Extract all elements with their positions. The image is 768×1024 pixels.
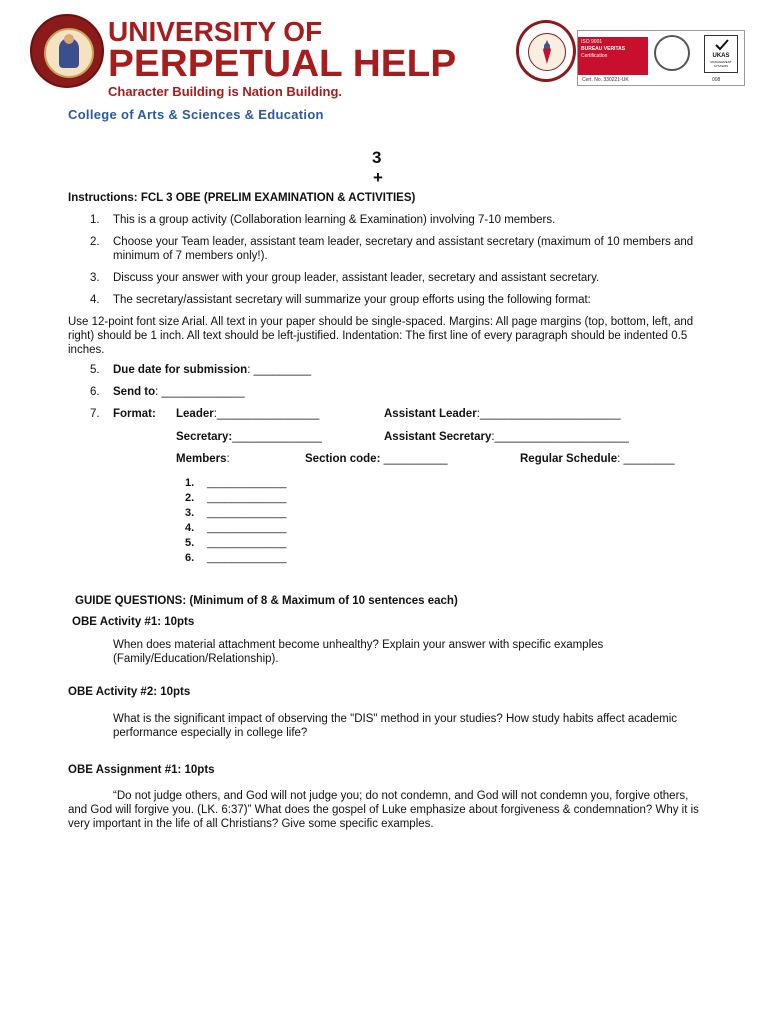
- section-code-label: Section code:: [305, 453, 381, 465]
- leader-field: [176, 408, 319, 420]
- exam-number: 3: [372, 148, 382, 167]
- ukas-code: 008: [712, 77, 721, 83]
- guide-questions-heading: GUIDE QUESTIONS: (Minimum of 8 & Maximum of 10 sentences each): [75, 595, 458, 607]
- format-label: Format:: [113, 408, 156, 420]
- leader-label: Leader: [176, 408, 214, 420]
- item-number: 5.: [90, 364, 100, 376]
- leader-blank[interactable]: :________________: [213, 408, 320, 420]
- ukas-label: UKAS: [712, 53, 730, 59]
- secretary-field: [176, 431, 322, 443]
- instructions-heading: Instructions: FCL 3 OBE (PRELIM EXAMINATION & ACTIVITIES): [68, 192, 416, 204]
- department-seal-logo: [516, 20, 576, 82]
- send-to-label: Send to: _____________: [113, 386, 245, 398]
- university-name-line1: UNIVERSITY OF: [108, 16, 323, 47]
- due-date-row: [90, 364, 312, 376]
- item-number: 1.: [90, 214, 100, 226]
- cert-iso: ISO 9001: [581, 39, 603, 45]
- member-blank[interactable]: _____________: [207, 507, 287, 519]
- item-number: 7.: [90, 408, 100, 420]
- member-blank[interactable]: _____________: [207, 492, 287, 504]
- format-paragraph: Use 12-point font size Arial. All text in your paper should be single-spaced. Margins: All page margins (top, bottom, left, and right) should be 1 inch. All text should be left-justified. Indentation: The first line of every paragraph should be indented 0.5 inches.: [68, 316, 694, 356]
- member-blank[interactable]: _____________: [207, 477, 287, 489]
- assignment-1-title: OBE Assignment #1: 10pts: [68, 764, 215, 776]
- send-to-blank[interactable]: : _____________: [155, 386, 245, 398]
- members-field: [176, 453, 230, 465]
- due-date-blank[interactable]: : _________: [247, 364, 312, 376]
- item-number: 4.: [90, 294, 100, 306]
- cert-number: Cert. No. 330221-UK: [582, 77, 629, 83]
- assistant-secretary-label: Assistant Secretary: [384, 431, 492, 443]
- cert-type: Certification: [581, 53, 608, 59]
- bureau-veritas-seal-icon: [654, 35, 690, 71]
- item-text: Discuss your answer with your group leader, assistant leader, secretary and assistant secretary.: [113, 272, 600, 284]
- bureau-veritas-label: [578, 37, 648, 75]
- item-number: 6.: [90, 386, 100, 398]
- item-text: This is a group activity (Collaboration learning & Examination) involving 7-10 members.: [113, 214, 556, 226]
- members-colon: :: [226, 453, 230, 465]
- item-text: The secretary/assistant secretary will summarize your group efforts using the following format:: [113, 294, 591, 306]
- regular-schedule-field: [520, 453, 675, 465]
- assistant-leader-blank[interactable]: :______________________: [476, 408, 621, 420]
- regular-schedule-blank[interactable]: : ________: [617, 453, 675, 465]
- send-to-row: [90, 386, 245, 398]
- member-blank[interactable]: _____________: [207, 522, 287, 534]
- member-blank[interactable]: _____________: [207, 552, 287, 564]
- assistant-secretary-blank[interactable]: :_____________________: [491, 431, 629, 443]
- university-seal-logo: [30, 14, 104, 88]
- cert-org: BUREAU VERITAS: [581, 46, 626, 52]
- format-row: [90, 408, 156, 420]
- item-number: 2.: [90, 236, 100, 248]
- assistant-secretary-field: [384, 431, 629, 443]
- secretary-label: Secretary:: [176, 431, 233, 443]
- secretary-blank[interactable]: ______________: [232, 431, 322, 443]
- activity-1-question: When does material attachment become unhealthy? Explain your answer with specific examples (Family/Education/Relationship).: [113, 639, 604, 665]
- checkmark-icon: [715, 39, 729, 51]
- assistant-leader-field: [384, 408, 621, 420]
- university-name-line2: PERPETUAL HELP: [108, 43, 457, 85]
- activity-2-question: What is the significant impact of observing the "DIS" method in your studies? How study habits affect academic performance especially in college life?: [113, 713, 678, 739]
- due-date-label: Due date for submission: _________: [113, 364, 312, 376]
- university-motto: Character Building is Nation Building.: [108, 84, 343, 99]
- item-number: 3.: [90, 272, 100, 284]
- members-label: Members: [176, 453, 227, 465]
- activity-1-title: OBE Activity #1: 10pts: [72, 616, 195, 628]
- ukas-sublabel: MANAGEMENT SYSTEMS: [710, 60, 732, 68]
- exam-plus: +: [373, 168, 383, 187]
- activity-2-title: OBE Activity #2: 10pts: [68, 686, 191, 698]
- section-code-field: [305, 453, 448, 465]
- item-text: Choose your Team leader, assistant team leader, secretary and assistant secretary (maximum of 10 members and minimum of 7 members only!).: [113, 236, 694, 262]
- ukas-badge: [704, 35, 738, 73]
- member-blank[interactable]: _____________: [207, 537, 287, 549]
- college-name: College of Arts & Sciences & Education: [68, 107, 324, 122]
- certification-badge: [577, 30, 745, 86]
- regular-schedule-label: Regular Schedule: [520, 453, 618, 465]
- section-code-blank[interactable]: __________: [380, 453, 448, 465]
- assistant-leader-label: Assistant Leader: [384, 408, 477, 420]
- assignment-1-question: “Do not judge others, and God will not judge you; do not condemn, and God will not condemn you, forgive others, and God will forgive you. (LK. 6:37)” What does the gospel of Luke emphasize about forgiveness & condemnation? Why it is very important in the life of all Christians? Give some specific examples.: [68, 790, 699, 830]
